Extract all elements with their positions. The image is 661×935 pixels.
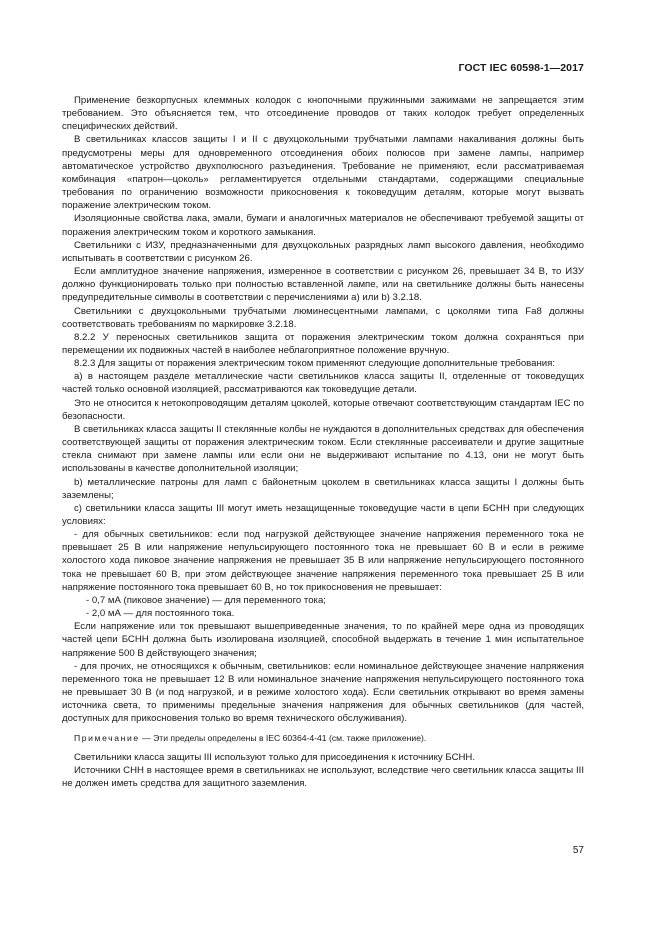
paragraph: Светильники класса защиты III используют только для присоединения к источнику БСНН. xyxy=(74,751,476,763)
list-item-a: a) в настоящем разделе металлические части светильников класса защиты II, отделенные от токоведущих частей только основной изоляцией, рассматриваются как токоведущие детали. xyxy=(62,371,584,396)
paragraph: Изоляционные свойства лака, эмали, бумаги и аналогичных материалов не обеспечивают требуемой защиты от поражения электрическим током и короткого замыкания. xyxy=(62,213,584,238)
paragraph: Если амплитудное значение напряжения, измеренное в соответствии с рисунком 26, превышает 34 В, то ИЗУ должно функционировать только при полностью вставленной лампе, или на светильнике должны быть нанесены предупредительные символы в соответствии с перечислениями a) или b) 3.2.18. xyxy=(62,266,584,304)
clause-8-2-3: 8.2.3 Для защиты от поражения электрическим током применяют следующие дополнительные требования: xyxy=(74,358,555,370)
paragraph: Светильники с двухцокольными трубчатыми люминесцентными лампами, с цоколями типа Fa8 должны соответствовать требованиям по маркировке 3.2.18. xyxy=(62,305,584,330)
paragraph: Применение безкорпусных клеммных колодок с кнопочными пружинными зажимами не запрещается этим требованием. Это объясняется тем, что отсоединение проводов от таких колодок требует определенных специфических действий. xyxy=(62,95,584,133)
note-text: — Эти пределы определены в IEC 60364-4-41 (см. также приложение). xyxy=(139,732,427,743)
dash-item-ordinary-luminaires: - для обычных светильников: если под нагрузкой действующее значение напряжения переменного тока не превышает 25 В или напряжение непульсирующего постоянного тока не превышает 60 В и если в режиме холостого хода пиковое значение напряжения не превышает 35 В или напряжение непульсирующего постоянного тока не превышает 60 В, при этом действующее значение напряжения переменного тока превышает 25 В или напряжение постоянного тока превышает 60 В, но ток прикосновения не превышает: xyxy=(62,529,584,593)
note-label: Примечание xyxy=(74,732,140,743)
document-code-header: ГОСТ IEC 60598-1—2017 xyxy=(458,62,584,74)
dash-item-other-luminaires: - для прочих, не относящихся к обычным, светильников: если номинальное действующее значение напряжения переменного тока не превышает 12 В или номинальное значение напряжения непульсирующего постоянного тока не превышает 30 В (и под нагрузкой, и в режиме холостого хода). Если светильник открывают во время замены источника света, то применимы предельные значения напряжения для обычных светильников (для частей, доступных для прикосновения только во время технического обслуживания). xyxy=(62,660,584,725)
paragraph: В светильниках классов защиты I и II с двухцокольными трубчатыми лампами накаливания должны быть предусмотрены меры для одновременного отсоединения обоих полюсов при замене лампы, например автоматическое устройство двухполюсного разъединения. Требование не применяют, если рассматриваемая комбинация «патрон—цоколь» регламентируется отдельными стандартами, содержащими специальные требования по ограничению возможности прикосновения к токоведущим деталям, которые могут вызвать поражение электрическим током. xyxy=(62,134,584,212)
paragraph: Светильники с ИЗУ, предназначенными для двухцокольных разрядных ламп высокого давления, необходимо испытывать в соответствии с рисунком 26. xyxy=(62,239,584,264)
paragraph: В светильниках класса защиты II стеклянные колбы не нуждаются в дополнительных средствах для обеспечения соответствующей защиты от поражения электрическим током. Если стеклянные рассеиватели и другие защитные стекла снимают при замене лампы или если они не выдерживают испытание по 4.13, они не могут быть использованы в качестве дополнительной изоляции; xyxy=(62,423,584,475)
sub-item-dc-current: - 2,0 мА — для постоянного тока. xyxy=(86,608,235,620)
note xyxy=(62,732,584,745)
list-item-b: b) металлические патроны для ламп с байонетным цоколем в светильниках класса защиты I должны быть заземлены; xyxy=(62,476,584,501)
paragraph: Источники СНН в настоящее время в светильниках не используют, вследствие чего светильник класса защиты III не должен иметь средства для защитного заземления. xyxy=(62,764,584,789)
paragraph: Если напряжение или ток превышают вышеприведенные значения, то по крайней мере одна из проводящих частей цепи БСНН должна быть изолирована изоляцией, способной выдержать в течение 1 мин испытательное напряжение 500 В действующего значения; xyxy=(62,621,584,659)
paragraph: Это не относится к нетокопроводящим деталям цоколей, которые отвечают соответствующим стандартам IEC по безопасности. xyxy=(62,397,584,422)
list-item-c: c) светильники класса защиты III могут иметь незащищенные токоведущие части в цепи БСНН при следующих условиях: xyxy=(62,502,584,527)
page-number: 57 xyxy=(572,845,584,856)
document-body xyxy=(62,94,584,790)
sub-item-ac-current: - 0,7 мА (пиковое значение) — для переменного тока; xyxy=(86,594,326,606)
clause-8-2-2: 8.2.2 У переносных светильников защита от поражения электрическим током должна сохраняться при перемещении их подвижных частей в наиболее неблагоприятное положение вручную. xyxy=(62,331,584,356)
